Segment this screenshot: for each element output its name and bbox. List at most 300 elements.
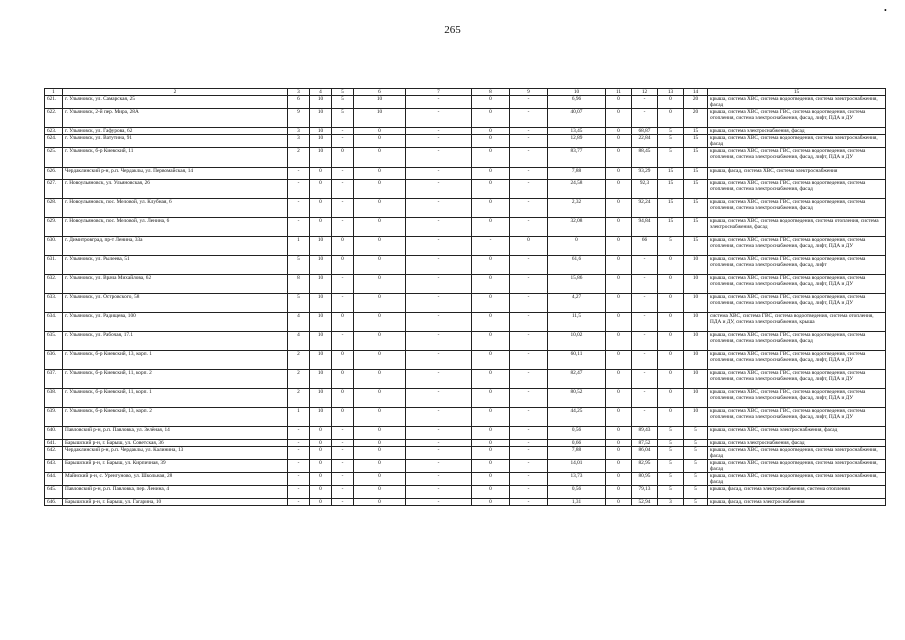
works-cell: крыша, система ХВС, система ГВС, система водоотведения, система отопления, система электроснабжения, фасад <box>708 332 886 351</box>
works-cell: крыша, система ХВС, система ГВС, система водоотведения, система отопления, система электроснабжения, фасад, лифт, ПДА и ДУ <box>708 389 886 408</box>
value-cell: - <box>288 447 310 460</box>
value-cell: 10 <box>310 96 332 109</box>
value-cell: - <box>332 135 354 148</box>
address-cell: г. Ульяновск, б-р Киевский, 13, корп. 2 <box>63 408 288 427</box>
value-cell: 0 <box>354 275 406 294</box>
value-cell: 0 <box>606 440 632 447</box>
value-cell: - <box>510 427 548 440</box>
row-number: 636. <box>45 351 63 370</box>
value-cell: 0 <box>472 148 510 168</box>
value-cell: 0 <box>354 427 406 440</box>
value-cell: 1,31 <box>548 499 606 506</box>
value-cell: 0 <box>354 180 406 199</box>
row-number: 623. <box>45 128 63 135</box>
table-row <box>45 199 886 218</box>
works-cell: крыша, система ХВС, система водоотведения, система электроснабжения, фасад <box>708 473 886 486</box>
value-cell: - <box>510 275 548 294</box>
address-cell: г. Ульяновск, б-р Киевский, 11 <box>63 148 288 168</box>
table-row <box>45 440 886 447</box>
works-cell: крыша, система ХВС, система ГВС, система водоотведения, система отопления, система электроснабжения, фасад, лифт, ПДА и ДУ <box>708 370 886 389</box>
value-cell: - <box>510 294 548 313</box>
value-cell: 0 <box>606 499 632 506</box>
works-cell: крыша, система ХВС, система водоотведения, система электроснабжения, фасад <box>708 447 886 460</box>
value-cell: 5 <box>658 128 684 135</box>
value-cell: 0 <box>658 332 684 351</box>
table-row <box>45 256 886 275</box>
value-cell: 79,13 <box>632 486 658 499</box>
address-cell: г. Ульяновск, ул. Ватутина, 91 <box>63 135 288 148</box>
value-cell: 22,84 <box>632 135 658 148</box>
value-cell: 0 <box>606 96 632 109</box>
works-cell: крыша, система ХВС, система водоотведения, система электроснабжения, фасад <box>708 135 886 148</box>
value-cell: - <box>406 294 472 313</box>
table-row <box>45 351 886 370</box>
value-cell: 0 <box>472 96 510 109</box>
address-cell: г. Ульяновск, ул. Рылеева, 51 <box>63 256 288 275</box>
address-cell: г. Ульяновск, б-р Киевский, 13, корп. 1 <box>63 351 288 370</box>
works-cell: крыша, система ХВС, система ГВС, система водоотведения, система отопления, система электроснабжения, фасад, лифт, ПДА и ДУ <box>708 275 886 294</box>
row-number: 625. <box>45 148 63 168</box>
value-cell: - <box>332 427 354 440</box>
value-cell: 0 <box>606 460 632 473</box>
value-cell: 0 <box>606 486 632 499</box>
works-cell: крыша, система ХВС, система ГВС, система водоотведения, система отопления, система электроснабжения, фасад, лифт <box>708 256 886 275</box>
value-cell: - <box>406 447 472 460</box>
value-cell: - <box>632 332 658 351</box>
value-cell: 15 <box>658 180 684 199</box>
value-cell: 0 <box>472 199 510 218</box>
header-cell: 9 <box>510 89 548 96</box>
value-cell: 0 <box>658 370 684 389</box>
address-cell: Павловский р-н, р.п. Павловка, пер. Ленина, 4 <box>63 486 288 499</box>
address-cell: г. Ульяновск, ул. Врача Михайлова, 62 <box>63 275 288 294</box>
value-cell: - <box>632 351 658 370</box>
value-cell: 4,27 <box>548 294 606 313</box>
address-cell: г. Ульяновск, 2-й пер. Мира, 28А <box>63 109 288 128</box>
value-cell: 10 <box>684 313 708 332</box>
value-cell: 0 <box>332 148 354 168</box>
value-cell: 0 <box>606 128 632 135</box>
value-cell: - <box>510 408 548 427</box>
value-cell: - <box>406 128 472 135</box>
row-number: 629. <box>45 218 63 237</box>
value-cell: - <box>406 96 472 109</box>
works-cell: крыша, фасад, система электроснабжения <box>708 499 886 506</box>
value-cell: - <box>510 447 548 460</box>
value-cell: 1 <box>288 237 310 256</box>
value-cell: - <box>332 294 354 313</box>
row-number: 642. <box>45 447 63 460</box>
value-cell: 0 <box>354 370 406 389</box>
value-cell: - <box>510 351 548 370</box>
value-cell: 0 <box>332 351 354 370</box>
value-cell: 0 <box>606 447 632 460</box>
value-cell: 0 <box>310 473 332 486</box>
value-cell: 3 <box>288 128 310 135</box>
page-number: 265 <box>444 24 461 36</box>
capital-repair-table <box>44 88 886 506</box>
address-cell: г. Новоульяновск, пос. Меловой, ул. Ленина, 6 <box>63 218 288 237</box>
value-cell: 0 <box>658 313 684 332</box>
address-cell: г. Новоульяновск, ул. Ульяновская, 26 <box>63 180 288 199</box>
address-cell: Чердаклинский р-н, р.п. Чердаклы, ул. Калинина, 13 <box>63 447 288 460</box>
value-cell: 6 <box>288 96 310 109</box>
value-cell: 0 <box>354 218 406 237</box>
value-cell: 15 <box>684 218 708 237</box>
value-cell: 0 <box>658 389 684 408</box>
value-cell: 10 <box>310 294 332 313</box>
value-cell: 0 <box>472 408 510 427</box>
value-cell: 15 <box>684 148 708 168</box>
works-cell: крыша, фасад, система ХВС, система электроснабжения <box>708 168 886 180</box>
value-cell: 82,47 <box>548 370 606 389</box>
value-cell: 5 <box>658 486 684 499</box>
value-cell: - <box>406 218 472 237</box>
works-cell: крыша, система ХВС, система водоотведения, система электроснабжения, фасад <box>708 96 886 109</box>
value-cell: 0 <box>606 408 632 427</box>
value-cell: 4 <box>288 313 310 332</box>
value-cell: - <box>632 389 658 408</box>
value-cell: 5 <box>658 460 684 473</box>
value-cell: - <box>406 473 472 486</box>
value-cell: - <box>632 370 658 389</box>
value-cell: - <box>406 275 472 294</box>
value-cell: 10 <box>684 408 708 427</box>
value-cell: 0 <box>332 237 354 256</box>
value-cell: 89,43 <box>632 427 658 440</box>
value-cell: 2 <box>288 370 310 389</box>
value-cell: 15 <box>684 180 708 199</box>
value-cell: 15 <box>684 168 708 180</box>
value-cell: 10,02 <box>548 332 606 351</box>
value-cell: - <box>332 486 354 499</box>
value-cell: 0 <box>472 427 510 440</box>
works-cell: крыша, система ХВС, система ГВС, система водоотведения, система отопления, система электроснабжения, фасад, лифт, ПДА и ДУ <box>708 148 886 168</box>
table-row <box>45 370 886 389</box>
header-cell: 11 <box>606 89 632 96</box>
table-row <box>45 96 886 109</box>
value-cell: 0 <box>354 237 406 256</box>
value-cell: 15 <box>684 237 708 256</box>
value-cell: 0 <box>658 96 684 109</box>
address-cell: г. Ульяновск, ул. Островского, 58 <box>63 294 288 313</box>
address-cell: Чердаклинский р-н, р.п. Чердаклы, ул. Первомайская, 14 <box>63 168 288 180</box>
value-cell: 0 <box>606 237 632 256</box>
address-cell: г. Ульяновск, б-р Киевский, 11, корп. 2 <box>63 370 288 389</box>
address-cell: Барышский р-н, г. Барыш, ул. Советская, 36 <box>63 440 288 447</box>
works-cell: крыша, система ХВС, система ГВС, система водоотведения, система отопления, система электроснабжения, фасад <box>708 199 886 218</box>
value-cell: 10 <box>310 256 332 275</box>
works-cell: крыша, система ХВС, система ГВС, система водоотведения, система отопления, система электроснабжения, фасад <box>708 180 886 199</box>
works-cell: крыша, система электроснабжения, фасад <box>708 128 886 135</box>
table-row <box>45 237 886 256</box>
header-cell: 8 <box>472 89 510 96</box>
value-cell: 0 <box>472 275 510 294</box>
value-cell: - <box>332 218 354 237</box>
works-cell: крыша, система ХВС, система ГВС, система водоотведения, система отопления, система электроснабжения, фасад, лифт, ПДА и ДУ <box>708 351 886 370</box>
value-cell: 2 <box>288 351 310 370</box>
value-cell: 0 <box>354 313 406 332</box>
value-cell: 0 <box>472 128 510 135</box>
works-cell: крыша, система ХВС, система ГВС, система водоотведения, система отопления, система электроснабжения, фасад, лифт, ПДА и ДУ <box>708 109 886 128</box>
value-cell: 2,32 <box>548 199 606 218</box>
header-cell: 15 <box>708 89 886 96</box>
value-cell: - <box>406 109 472 128</box>
value-cell: - <box>288 440 310 447</box>
value-cell: 0 <box>310 199 332 218</box>
value-cell: 3 <box>658 499 684 506</box>
value-cell: - <box>288 168 310 180</box>
row-number: 627. <box>45 180 63 199</box>
value-cell: 0 <box>310 168 332 180</box>
value-cell: 0 <box>310 460 332 473</box>
table-row <box>45 294 886 313</box>
value-cell: 80,95 <box>632 473 658 486</box>
value-cell: 10 <box>310 332 332 351</box>
value-cell: - <box>510 370 548 389</box>
value-cell: 15 <box>684 128 708 135</box>
value-cell: 0 <box>472 294 510 313</box>
row-number: 630. <box>45 237 63 256</box>
value-cell: 10 <box>310 351 332 370</box>
value-cell: 2 <box>288 389 310 408</box>
value-cell: - <box>510 460 548 473</box>
value-cell: - <box>406 148 472 168</box>
value-cell: 44,25 <box>548 408 606 427</box>
value-cell: - <box>510 96 548 109</box>
value-cell: 0 <box>606 199 632 218</box>
header-cell: 14 <box>684 89 708 96</box>
header-cell: 10 <box>548 89 606 96</box>
value-cell: 13,73 <box>548 473 606 486</box>
value-cell: - <box>288 199 310 218</box>
value-cell: - <box>406 460 472 473</box>
value-cell: 0 <box>606 389 632 408</box>
row-number: 644. <box>45 473 63 486</box>
value-cell: 0 <box>606 473 632 486</box>
address-cell: г. Ульяновск, ул. Рабочая, 17.1 <box>63 332 288 351</box>
value-cell: - <box>332 460 354 473</box>
address-cell: Барышский р-н, г. Барыш, ул. Кирпичная, 39 <box>63 460 288 473</box>
row-number: 646. <box>45 499 63 506</box>
value-cell: 0 <box>472 332 510 351</box>
value-cell: 10 <box>684 294 708 313</box>
value-cell: - <box>332 332 354 351</box>
value-cell: 0 <box>310 499 332 506</box>
value-cell: 0 <box>332 256 354 275</box>
row-number: 624. <box>45 135 63 148</box>
value-cell: 0 <box>354 408 406 427</box>
value-cell: 10 <box>310 135 332 148</box>
value-cell: 0 <box>606 256 632 275</box>
table-row <box>45 135 886 148</box>
value-cell: 24,58 <box>548 180 606 199</box>
value-cell: 0 <box>354 199 406 218</box>
row-number: 631. <box>45 256 63 275</box>
value-cell: 0 <box>606 313 632 332</box>
table-row <box>45 460 886 473</box>
value-cell: 0 <box>606 370 632 389</box>
value-cell: 5 <box>658 148 684 168</box>
value-cell: 83,77 <box>548 148 606 168</box>
value-cell: 0 <box>354 499 406 506</box>
value-cell: - <box>332 180 354 199</box>
value-cell: - <box>406 370 472 389</box>
value-cell: 5 <box>684 486 708 499</box>
value-cell: 0 <box>332 313 354 332</box>
value-cell: 0 <box>354 473 406 486</box>
address-cell: г. Димитровград, пр-т Ленина, 33а <box>63 237 288 256</box>
table-row <box>45 499 886 506</box>
value-cell: 7,88 <box>548 447 606 460</box>
address-cell: г. Ульяновск, ул. Самарская, 25 <box>63 96 288 109</box>
header-cell: 4 <box>310 89 332 96</box>
value-cell: - <box>510 180 548 199</box>
value-cell: 88,45 <box>632 148 658 168</box>
value-cell: - <box>332 128 354 135</box>
value-cell: - <box>472 237 510 256</box>
value-cell: 10 <box>310 128 332 135</box>
table-row <box>45 128 886 135</box>
works-cell: крыша, система ХВС, система электроснабжения, фасад <box>708 427 886 440</box>
works-cell: крыша, система ХВС, система ГВС, система водоотведения, система отопления, система электроснабжения, фасад, лифт, ПДА и ДУ <box>708 294 886 313</box>
value-cell: 11,5 <box>548 313 606 332</box>
table-row <box>45 332 886 351</box>
header-cell: 12 <box>632 89 658 96</box>
value-cell: - <box>510 499 548 506</box>
value-cell: 0 <box>310 427 332 440</box>
value-cell: 5 <box>684 473 708 486</box>
header-cell: 6 <box>354 89 406 96</box>
value-cell: - <box>406 199 472 218</box>
row-number: 628. <box>45 199 63 218</box>
value-cell: 0 <box>472 135 510 148</box>
value-cell: 5 <box>658 427 684 440</box>
value-cell: - <box>510 148 548 168</box>
value-cell: 12,89 <box>548 135 606 148</box>
value-cell: - <box>510 109 548 128</box>
value-cell: 93,29 <box>632 168 658 180</box>
value-cell: 6,96 <box>548 96 606 109</box>
value-cell: 15 <box>658 168 684 180</box>
value-cell: - <box>632 294 658 313</box>
value-cell: 0 <box>472 313 510 332</box>
value-cell: - <box>288 473 310 486</box>
value-cell: 94,84 <box>632 218 658 237</box>
value-cell: 15 <box>658 199 684 218</box>
value-cell: 0 <box>472 180 510 199</box>
value-cell: 15 <box>684 199 708 218</box>
value-cell: 7,88 <box>548 168 606 180</box>
value-cell: 0 <box>310 447 332 460</box>
value-cell: 10 <box>310 148 332 168</box>
table-row <box>45 218 886 237</box>
value-cell: 0 <box>472 473 510 486</box>
value-cell: 5 <box>658 237 684 256</box>
row-number: 634. <box>45 313 63 332</box>
table-row <box>45 313 886 332</box>
value-cell: 0 <box>472 218 510 237</box>
value-cell: 0 <box>658 109 684 128</box>
row-number: 645. <box>45 486 63 499</box>
value-cell: 0 <box>310 440 332 447</box>
header-cell: 5 <box>332 89 354 96</box>
value-cell: 5 <box>658 473 684 486</box>
value-cell: 10 <box>310 237 332 256</box>
value-cell: - <box>510 168 548 180</box>
value-cell: 0 <box>354 447 406 460</box>
value-cell: 0 <box>472 370 510 389</box>
value-cell: 0 <box>472 460 510 473</box>
value-cell: 0 <box>354 148 406 168</box>
value-cell: 10 <box>310 408 332 427</box>
value-cell: - <box>406 486 472 499</box>
value-cell: - <box>406 256 472 275</box>
value-cell: - <box>406 237 472 256</box>
value-cell: 10 <box>310 275 332 294</box>
value-cell: 3 <box>288 135 310 148</box>
value-cell: - <box>510 473 548 486</box>
value-cell: 0 <box>472 440 510 447</box>
value-cell: - <box>332 447 354 460</box>
value-cell: 0 <box>310 218 332 237</box>
value-cell: 0 <box>472 499 510 506</box>
value-cell: 86,04 <box>632 447 658 460</box>
value-cell: 20 <box>684 96 708 109</box>
value-cell: - <box>510 128 548 135</box>
value-cell: - <box>332 440 354 447</box>
value-cell: - <box>288 460 310 473</box>
value-cell: - <box>632 408 658 427</box>
value-cell: 5 <box>658 135 684 148</box>
value-cell: 10 <box>684 351 708 370</box>
table-row <box>45 473 886 486</box>
value-cell: 0 <box>658 256 684 275</box>
value-cell: 0 <box>354 389 406 408</box>
value-cell: 0 <box>332 370 354 389</box>
value-cell: 5 <box>332 96 354 109</box>
value-cell: 82,95 <box>632 460 658 473</box>
row-number: 637. <box>45 370 63 389</box>
address-cell: Павловский р-н, р.п. Павловка, ул. Зелёная, 14 <box>63 427 288 440</box>
value-cell: 5 <box>684 460 708 473</box>
value-cell: 10 <box>684 370 708 389</box>
value-cell: 0 <box>606 109 632 128</box>
value-cell: 1 <box>288 408 310 427</box>
value-cell: - <box>510 199 548 218</box>
value-cell: 0 <box>606 332 632 351</box>
value-cell: 0 <box>472 447 510 460</box>
value-cell: 0 <box>548 237 606 256</box>
value-cell: 10 <box>310 109 332 128</box>
value-cell: 0 <box>472 109 510 128</box>
value-cell: - <box>406 168 472 180</box>
works-cell: крыша, система электроснабжения, фасад <box>708 440 886 447</box>
value-cell: 0 <box>606 427 632 440</box>
value-cell: - <box>510 486 548 499</box>
value-cell: - <box>510 389 548 408</box>
value-cell: - <box>510 313 548 332</box>
table-row <box>45 389 886 408</box>
value-cell: 40,07 <box>548 109 606 128</box>
value-cell: 9 <box>288 109 310 128</box>
value-cell: - <box>632 275 658 294</box>
value-cell: 0 <box>354 294 406 313</box>
value-cell: 10 <box>684 332 708 351</box>
value-cell: 0 <box>658 408 684 427</box>
value-cell: 5 <box>658 447 684 460</box>
value-cell: 68,87 <box>632 128 658 135</box>
